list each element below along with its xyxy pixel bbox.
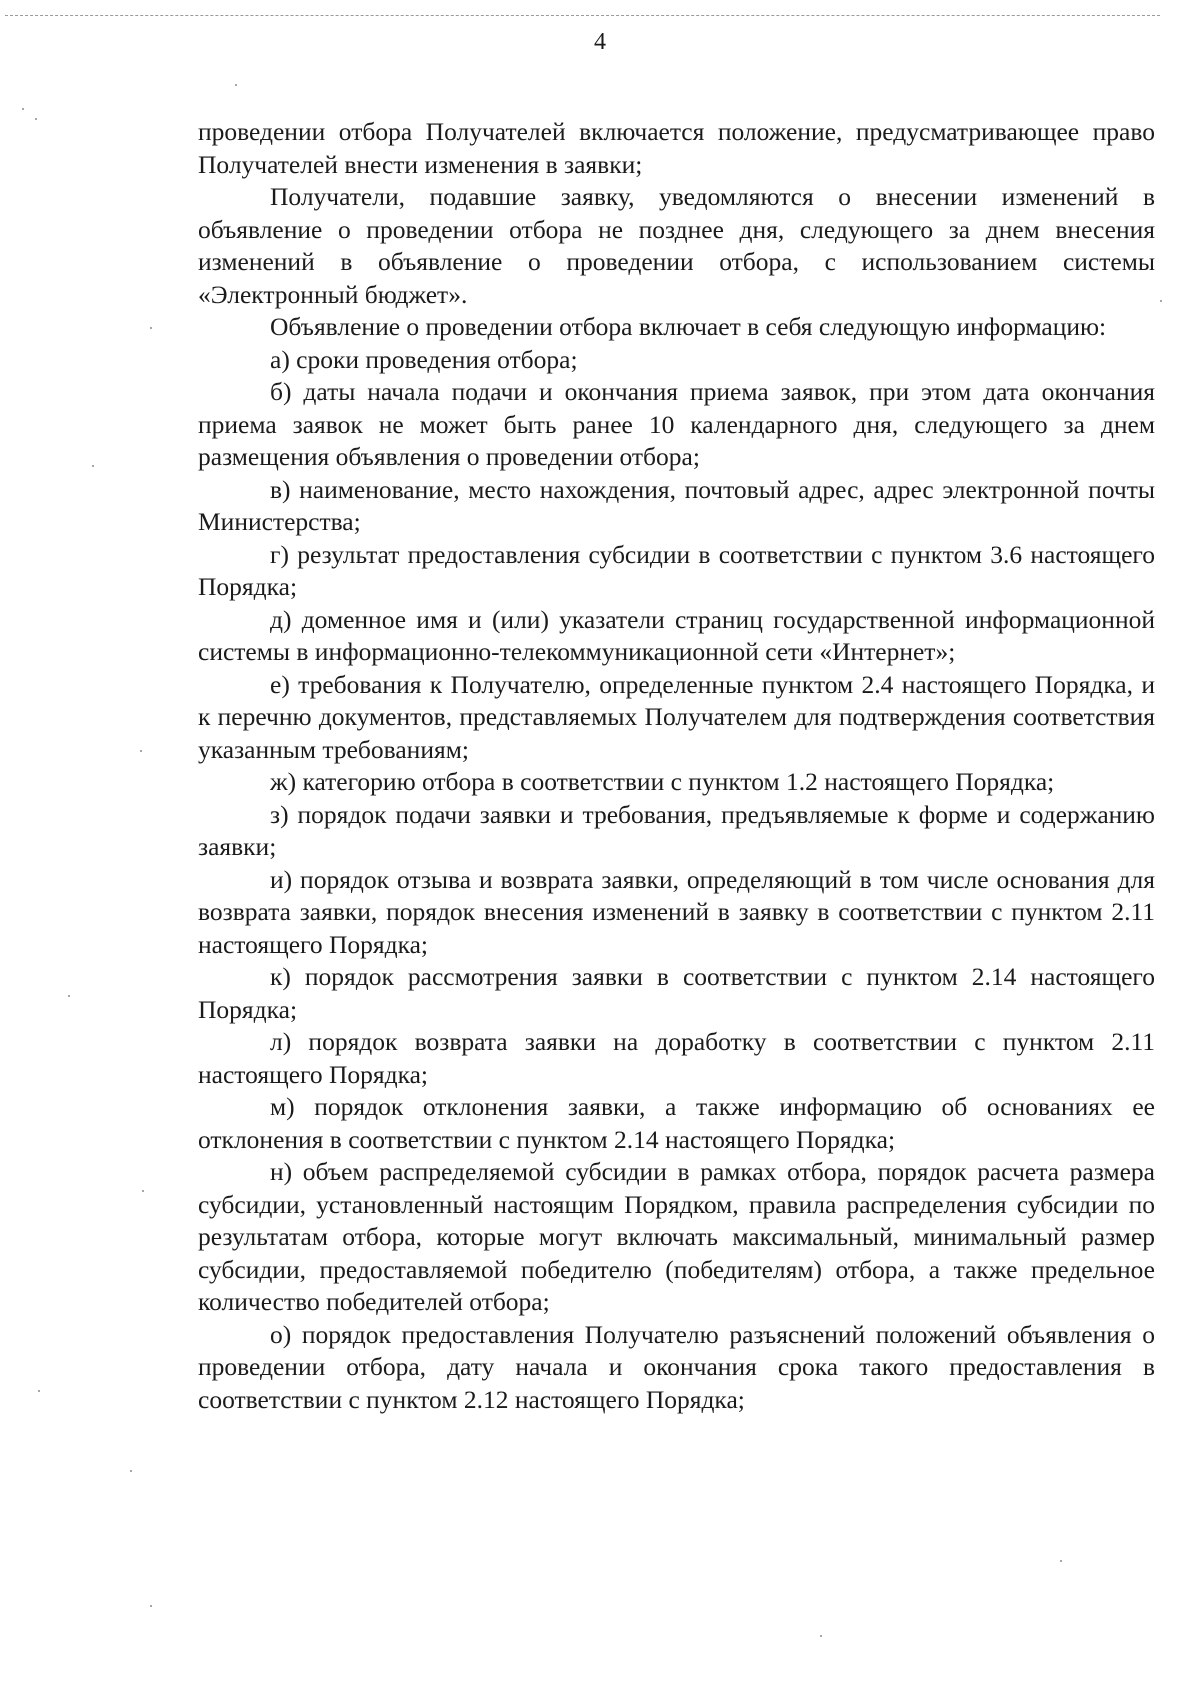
scan-speck (22, 108, 24, 110)
top-scan-edge (5, 15, 1160, 16)
list-item-i: и) порядок отзыва и возврата заявки, определяющий в том числе основания для возврата заявки, порядок внесения изменений в заявку в соответствии с пунктом 2.11 настоящего Порядка; (198, 864, 1155, 959)
list-item-a: а) сроки проведения отбора; (270, 344, 578, 374)
scan-speck (140, 750, 142, 752)
scan-speck (130, 1470, 132, 1472)
list-item-g: г) результат предоставления субсидии в соответствии с пунктом 3.6 настоящего Порядка; (198, 539, 1155, 601)
list-item-z: з) порядок подачи заявки и требования, предъявляемые к форме и содержанию заявки; (198, 799, 1155, 861)
paragraph-continuation: проведении отбора Получателей включается положение, предусматривающее право Получателей внести изменения в заявки; (198, 117, 1155, 179)
list-item-e: е) требования к Получателю, определенные пунктом 2.4 настоящего Порядка, и к перечню документов, представляемых Получателем для подтверждения соответствия указанным требованиям; (198, 669, 1155, 764)
scan-speck (38, 1390, 40, 1392)
list-item-zh: ж) категорию отбора в соответствии с пунктом 1.2 настоящего Порядка; (270, 767, 1055, 796)
list-item-k: к) порядок рассмотрения заявки в соответствии с пунктом 2.14 настоящего Порядка; (198, 962, 1155, 1024)
scan-speck (142, 1190, 144, 1192)
scan-speck (92, 465, 94, 467)
scan-speck (1160, 300, 1162, 302)
paragraph-notification: Получатели, подавшие заявку, уведомляются о внесении изменений в объявление о проведении отбора не позднее дня, следующего за днем внесения изменений в объявление о проведении отбора, с использованием системы «Электронный бюджет». (198, 182, 1155, 309)
scan-speck (1060, 1560, 1062, 1562)
scan-speck (820, 1635, 822, 1637)
scan-speck (35, 118, 37, 120)
list-item-d: д) доменное имя и (или) указатели страниц государственной информационной системы в информационно-телекоммуникационной сети «Интернет»; (198, 604, 1155, 666)
list-item-b: б) даты начала подачи и окончания приема заявок, при этом дата окончания приема заявок не может быть ранее 10 календарного дня, следующего за днем размещения объявления о проведении отбора; (198, 377, 1155, 471)
page-number: 4 (594, 29, 606, 55)
list-item-l: л) порядок возврата заявки на доработку в соответствии с пунктом 2.11 настоящего Порядка; (198, 1027, 1155, 1089)
scan-speck (150, 327, 152, 329)
list-item-o: о) порядок предоставления Получателю разъяснений положений объявления о проведении отбора, дату начала и окончания срока такого предоставления в соответствии с пунктом 2.12 настоящего Порядка; (198, 1319, 1155, 1414)
list-item-n: н) объем распределяемой субсидии в рамках отбора, порядок расчета размера субсидии, установленный настоящим Порядком, правила распределения субсидии по результатам отбора, которые могут включать максимальный, минимальный размер субсидии, предоставляемой победителю (победителям) отбора, а также предельное количество победителей отбора; (198, 1157, 1155, 1316)
scan-speck (68, 995, 70, 997)
scan-speck (235, 84, 237, 86)
list-item-m: м) порядок отклонения заявки, а также информацию об основаниях ее отклонения в соответствии с пунктом 2.14 настоящего Порядка; (198, 1092, 1155, 1154)
list-item-v: в) наименование, место нахождения, почтовый адрес, адрес электронной почты Министерства; (198, 474, 1155, 536)
scan-speck (150, 1605, 152, 1607)
document-body (198, 116, 1155, 1416)
paragraph-announcement-intro: Объявление о проведении отбора включает в себя следующую информацию: (270, 312, 1107, 341)
